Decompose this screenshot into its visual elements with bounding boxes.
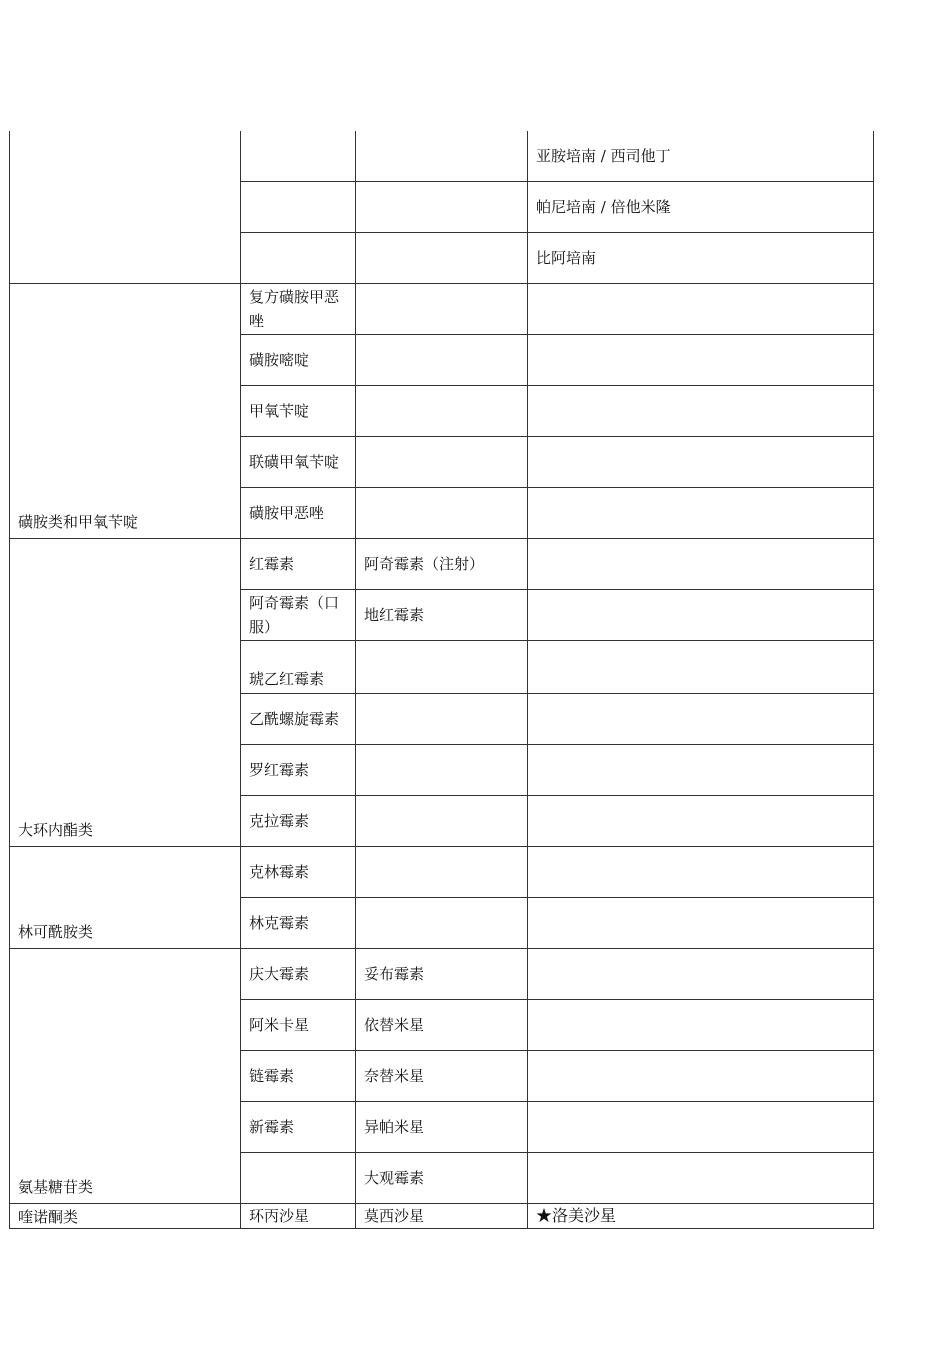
drug-cell: 阿米卡星: [241, 1000, 356, 1051]
drug-cell: [356, 898, 528, 949]
drug-cell: 林克霉素: [241, 898, 356, 949]
drug-cell: 比阿培南: [528, 233, 874, 284]
drug-cell: [356, 131, 528, 182]
drug-classification-table: [9, 131, 874, 1229]
drug-cell: [528, 694, 874, 745]
drug-cell: [528, 386, 874, 437]
drug-cell: 甲氧苄啶: [241, 386, 356, 437]
drug-cell: 亚胺培南 / 西司他丁: [528, 131, 874, 182]
drug-cell: 帕尼培南 / 倍他米隆: [528, 182, 874, 233]
drug-cell: [356, 233, 528, 284]
drug-cell: [356, 694, 528, 745]
drug-cell: [528, 1102, 874, 1153]
drug-cell: 妥布霉素: [356, 949, 528, 1000]
drug-cell: 莫西沙星: [356, 1204, 528, 1229]
drug-cell: [356, 284, 528, 335]
drug-cell: [528, 488, 874, 539]
drug-cell: 克拉霉素: [241, 796, 356, 847]
drug-cell: 红霉素: [241, 539, 356, 590]
drug-cell: [528, 898, 874, 949]
drug-cell: ★洛美沙星: [528, 1204, 874, 1229]
drug-cell: [528, 1153, 874, 1204]
drug-cell: [528, 284, 874, 335]
drug-cell: [528, 539, 874, 590]
drug-cell: 链霉素: [241, 1051, 356, 1102]
drug-cell: 阿奇霉素（口服）: [241, 590, 356, 641]
drug-cell: [241, 1153, 356, 1204]
drug-cell: [528, 437, 874, 488]
category-cell: 大环内酯类: [10, 539, 241, 847]
drug-cell: [356, 745, 528, 796]
category-cell: 喹诺酮类: [10, 1204, 241, 1229]
drug-cell: 庆大霉素: [241, 949, 356, 1000]
drug-cell: 磺胺嘧啶: [241, 335, 356, 386]
drug-cell: 奈替米星: [356, 1051, 528, 1102]
table-row: [10, 1204, 874, 1229]
drug-cell: 磺胺甲恶唑: [241, 488, 356, 539]
category-cell: 林可酰胺类: [10, 847, 241, 949]
drug-cell: [356, 847, 528, 898]
drug-cell: [356, 386, 528, 437]
drug-cell: [356, 437, 528, 488]
drug-cell: 环丙沙星: [241, 1204, 356, 1229]
drug-cell: [241, 182, 356, 233]
drug-cell: [528, 745, 874, 796]
drug-cell: 异帕米星: [356, 1102, 528, 1153]
table-row: [10, 131, 874, 182]
drug-cell: [241, 233, 356, 284]
table-row: [10, 284, 874, 335]
drug-cell: 罗红霉素: [241, 745, 356, 796]
drug-cell: 琥乙红霉素: [241, 641, 356, 694]
drug-cell: 地红霉素: [356, 590, 528, 641]
drug-cell: 复方磺胺甲恶唑: [241, 284, 356, 335]
drug-cell: [356, 641, 528, 694]
drug-cell: 联磺甲氧苄啶: [241, 437, 356, 488]
drug-cell: [356, 335, 528, 386]
category-cell: 氨基糖苷类: [10, 949, 241, 1204]
category-cell: [10, 131, 241, 284]
drug-cell: [241, 131, 356, 182]
drug-cell: 克林霉素: [241, 847, 356, 898]
drug-cell: [528, 847, 874, 898]
drug-cell: [528, 1051, 874, 1102]
drug-cell: [528, 590, 874, 641]
drug-cell: 依替米星: [356, 1000, 528, 1051]
table-row: [10, 847, 874, 898]
drug-cell: 阿奇霉素（注射）: [356, 539, 528, 590]
category-cell: 磺胺类和甲氧苄啶: [10, 284, 241, 539]
drug-cell: [528, 641, 874, 694]
drug-cell: [356, 488, 528, 539]
drug-cell: 乙酰螺旋霉素: [241, 694, 356, 745]
drug-cell: 新霉素: [241, 1102, 356, 1153]
table-row: [10, 949, 874, 1000]
drug-cell: [528, 949, 874, 1000]
table-row: [10, 539, 874, 590]
drug-cell: 大观霉素: [356, 1153, 528, 1204]
drug-cell: [356, 182, 528, 233]
drug-cell: [528, 335, 874, 386]
drug-cell: [528, 796, 874, 847]
drug-cell: [356, 796, 528, 847]
drug-cell: [528, 1000, 874, 1051]
